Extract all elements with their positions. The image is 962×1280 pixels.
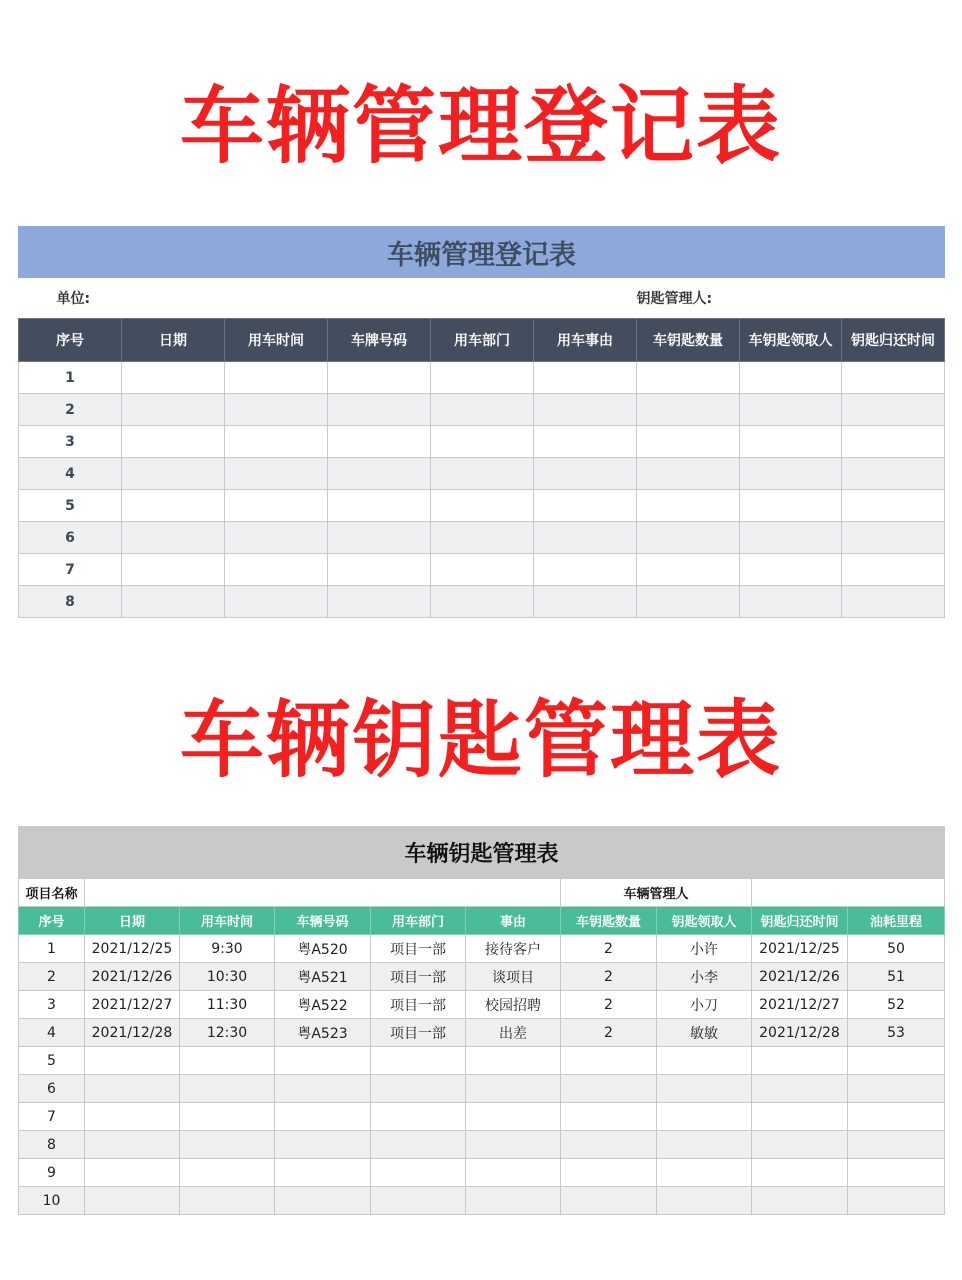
- table-cell[interactable]: [740, 490, 842, 522]
- table-cell[interactable]: 粤A521: [275, 963, 371, 991]
- table-cell[interactable]: 项目一部: [371, 963, 466, 991]
- table-cell[interactable]: 小许: [657, 935, 752, 963]
- table-cell[interactable]: 9:30: [180, 935, 275, 963]
- project-name-label: 项目名称: [19, 879, 85, 907]
- table-cell[interactable]: 53: [848, 1019, 945, 1047]
- table-cell[interactable]: [842, 362, 945, 394]
- table-cell[interactable]: [561, 1075, 657, 1103]
- table-cell[interactable]: 谈项目: [466, 963, 561, 991]
- table-cell[interactable]: [842, 554, 945, 586]
- project-name-value[interactable]: [85, 879, 561, 907]
- table-cell[interactable]: 2021/12/26: [85, 963, 180, 991]
- table-cell[interactable]: [752, 1103, 848, 1131]
- table1-header-row: [19, 319, 945, 362]
- table-cell[interactable]: [842, 458, 945, 490]
- table-cell[interactable]: [431, 522, 534, 554]
- table-cell[interactable]: [752, 1047, 848, 1075]
- table1-header-cell: 序号: [19, 319, 122, 362]
- table-row: [19, 458, 945, 490]
- row-number-cell: 5: [19, 490, 122, 522]
- table-cell[interactable]: [122, 458, 225, 490]
- table-cell[interactable]: 2: [561, 935, 657, 963]
- table-cell[interactable]: [534, 586, 637, 618]
- table-cell[interactable]: [657, 1187, 752, 1215]
- row-number-cell: 3: [19, 426, 122, 458]
- row-number-cell: 7: [19, 1103, 85, 1131]
- table2-header-cell: 日期: [85, 907, 180, 935]
- table-cell[interactable]: [740, 426, 842, 458]
- row-number-cell: 10: [19, 1187, 85, 1215]
- page-title-key-management: 车辆钥匙管理表: [179, 691, 782, 789]
- table-cell[interactable]: [225, 554, 328, 586]
- table-cell[interactable]: [225, 490, 328, 522]
- table-row: [19, 490, 945, 522]
- table2-header-cell: 用车时间: [180, 907, 275, 935]
- table2-header-row: [19, 907, 945, 935]
- table-cell[interactable]: [225, 394, 328, 426]
- table-cell[interactable]: [328, 554, 431, 586]
- table-cell[interactable]: 校园招聘: [466, 991, 561, 1019]
- table-cell[interactable]: [180, 1159, 275, 1187]
- table-cell[interactable]: 10:30: [180, 963, 275, 991]
- table-cell[interactable]: [225, 362, 328, 394]
- row-number-cell: 6: [19, 1075, 85, 1103]
- table-cell[interactable]: [534, 362, 637, 394]
- table-cell[interactable]: [657, 1047, 752, 1075]
- table-cell[interactable]: [534, 394, 637, 426]
- row-number-cell: 4: [19, 458, 122, 490]
- table-cell[interactable]: 敏敏: [657, 1019, 752, 1047]
- table-cell[interactable]: [842, 586, 945, 618]
- table-cell[interactable]: [328, 426, 431, 458]
- table-cell[interactable]: [842, 394, 945, 426]
- table-cell[interactable]: [180, 1047, 275, 1075]
- table-cell[interactable]: [848, 1103, 945, 1131]
- table-cell[interactable]: 项目一部: [371, 991, 466, 1019]
- table-cell[interactable]: 2021/12/28: [752, 1019, 848, 1047]
- page-title-vehicle-registration: 车辆管理登记表: [179, 77, 782, 175]
- table-cell[interactable]: [275, 1187, 371, 1215]
- table-cell[interactable]: 粤A522: [275, 991, 371, 1019]
- table-cell[interactable]: [275, 1131, 371, 1159]
- table-cell[interactable]: 51: [848, 963, 945, 991]
- table-cell[interactable]: [534, 490, 637, 522]
- table-cell[interactable]: [328, 522, 431, 554]
- table-cell[interactable]: [328, 458, 431, 490]
- table-cell[interactable]: [740, 586, 842, 618]
- table-cell[interactable]: 接待客户: [466, 935, 561, 963]
- table-cell[interactable]: [180, 1187, 275, 1215]
- table-cell[interactable]: [740, 522, 842, 554]
- table1-header-cell: 车钥匙领取人: [740, 319, 842, 362]
- unit-label: 单位:: [19, 278, 637, 319]
- table-row: [19, 394, 945, 426]
- row-number-cell: 8: [19, 586, 122, 618]
- table-cell[interactable]: 项目一部: [371, 1019, 466, 1047]
- table1-header-cell: 用车时间: [225, 319, 328, 362]
- table-cell[interactable]: [180, 1103, 275, 1131]
- table-row: [19, 586, 945, 618]
- table-cell[interactable]: [122, 554, 225, 586]
- table-cell[interactable]: [275, 1047, 371, 1075]
- vehicle-registration-table: [18, 226, 945, 618]
- table1-header-cell: 用车事由: [534, 319, 637, 362]
- key-management-table: [18, 826, 945, 1215]
- table-cell[interactable]: [275, 1103, 371, 1131]
- table-cell[interactable]: [328, 394, 431, 426]
- table-cell[interactable]: [431, 554, 534, 586]
- vehicle-manager-value[interactable]: [752, 879, 945, 907]
- key-manager-label: 钥匙管理人:: [637, 278, 945, 319]
- table-cell[interactable]: [752, 1187, 848, 1215]
- table-cell[interactable]: 粤A523: [275, 1019, 371, 1047]
- table-cell[interactable]: [85, 1075, 180, 1103]
- table-cell[interactable]: [657, 1159, 752, 1187]
- table-cell[interactable]: [561, 1159, 657, 1187]
- table-row: [19, 1019, 945, 1047]
- table-cell[interactable]: [848, 1131, 945, 1159]
- table-cell[interactable]: [848, 1075, 945, 1103]
- table-cell[interactable]: 2: [561, 1019, 657, 1047]
- row-number-cell: 7: [19, 554, 122, 586]
- table-cell[interactable]: [752, 1159, 848, 1187]
- table-cell[interactable]: 2: [561, 963, 657, 991]
- table-cell[interactable]: [122, 586, 225, 618]
- table-cell[interactable]: [561, 1047, 657, 1075]
- table-cell[interactable]: [534, 522, 637, 554]
- table-cell[interactable]: [561, 1131, 657, 1159]
- table-cell[interactable]: [328, 490, 431, 522]
- table-row: [19, 963, 945, 991]
- table-row: [19, 1075, 945, 1103]
- table-cell[interactable]: [657, 1075, 752, 1103]
- table-cell[interactable]: [740, 362, 842, 394]
- table-cell[interactable]: 2021/12/28: [85, 1019, 180, 1047]
- table-cell[interactable]: [466, 1187, 561, 1215]
- table-cell[interactable]: [225, 426, 328, 458]
- row-number-cell: 3: [19, 991, 85, 1019]
- table1-header-cell: 车牌号码: [328, 319, 431, 362]
- table2-caption: 车辆钥匙管理表: [19, 827, 945, 879]
- table-cell[interactable]: [466, 1159, 561, 1187]
- table2-header-cell: 车辆号码: [275, 907, 371, 935]
- table-cell[interactable]: [275, 1159, 371, 1187]
- table-cell[interactable]: [85, 1159, 180, 1187]
- table-cell[interactable]: 2021/12/27: [85, 991, 180, 1019]
- table-cell[interactable]: [466, 1131, 561, 1159]
- table-cell[interactable]: [466, 1047, 561, 1075]
- table-cell[interactable]: 出差: [466, 1019, 561, 1047]
- table-cell[interactable]: [842, 490, 945, 522]
- table1-header-cell: 用车部门: [431, 319, 534, 362]
- table-cell[interactable]: [534, 554, 637, 586]
- table-cell[interactable]: [85, 1131, 180, 1159]
- table-cell[interactable]: 项目一部: [371, 935, 466, 963]
- row-number-cell: 5: [19, 1047, 85, 1075]
- table-cell[interactable]: [225, 522, 328, 554]
- table-cell[interactable]: [842, 426, 945, 458]
- table-cell[interactable]: 小李: [657, 963, 752, 991]
- table-cell[interactable]: [848, 1187, 945, 1215]
- table-row: [19, 522, 945, 554]
- table2-header-cell: 油耗里程: [848, 907, 945, 935]
- table-row: [19, 991, 945, 1019]
- row-number-cell: 8: [19, 1131, 85, 1159]
- table-cell[interactable]: [561, 1103, 657, 1131]
- table-cell[interactable]: [561, 1187, 657, 1215]
- row-number-cell: 9: [19, 1159, 85, 1187]
- table-cell[interactable]: 小刀: [657, 991, 752, 1019]
- table-cell[interactable]: [180, 1075, 275, 1103]
- table-cell[interactable]: [431, 394, 534, 426]
- table1-caption: 车辆管理登记表: [19, 227, 945, 278]
- table-cell[interactable]: [122, 490, 225, 522]
- table-cell[interactable]: 2021/12/25: [85, 935, 180, 963]
- table-cell[interactable]: [637, 586, 740, 618]
- table-cell[interactable]: [740, 458, 842, 490]
- table-cell[interactable]: [371, 1159, 466, 1187]
- table2-header-cell: 车钥匙数量: [561, 907, 657, 935]
- table-row: [19, 1103, 945, 1131]
- table-cell[interactable]: [371, 1103, 466, 1131]
- table-cell[interactable]: 2021/12/25: [752, 935, 848, 963]
- table-cell[interactable]: [637, 554, 740, 586]
- table-cell[interactable]: [371, 1187, 466, 1215]
- table-cell[interactable]: [225, 458, 328, 490]
- table-cell[interactable]: [122, 522, 225, 554]
- table-cell[interactable]: 2021/12/26: [752, 963, 848, 991]
- table-cell[interactable]: [752, 1075, 848, 1103]
- table-cell[interactable]: [848, 1047, 945, 1075]
- table-cell[interactable]: [431, 490, 534, 522]
- table-cell[interactable]: [657, 1131, 752, 1159]
- table-cell[interactable]: 粤A520: [275, 935, 371, 963]
- row-number-cell: 1: [19, 362, 122, 394]
- row-number-cell: 2: [19, 394, 122, 426]
- table-cell[interactable]: [85, 1103, 180, 1131]
- table-cell[interactable]: 11:30: [180, 991, 275, 1019]
- table-cell[interactable]: [85, 1187, 180, 1215]
- table2-header-cell: 用车部门: [371, 907, 466, 935]
- table2-header-cell: 钥匙领取人: [657, 907, 752, 935]
- table2-header-cell: 钥匙归还时间: [752, 907, 848, 935]
- table-row: [19, 1047, 945, 1075]
- table-row: [19, 1131, 945, 1159]
- table-cell[interactable]: [534, 426, 637, 458]
- table-cell[interactable]: [431, 362, 534, 394]
- table-cell[interactable]: [848, 1159, 945, 1187]
- table-cell[interactable]: 52: [848, 991, 945, 1019]
- table-cell[interactable]: [842, 522, 945, 554]
- table-cell[interactable]: [740, 394, 842, 426]
- table-row: [19, 554, 945, 586]
- row-number-cell: 2: [19, 963, 85, 991]
- table2-header-cell: 序号: [19, 907, 85, 935]
- table-cell[interactable]: [225, 586, 328, 618]
- table-cell[interactable]: [431, 586, 534, 618]
- table-cell[interactable]: [740, 554, 842, 586]
- table-row: [19, 1159, 945, 1187]
- table-cell[interactable]: 2: [561, 991, 657, 1019]
- table-cell[interactable]: [328, 362, 431, 394]
- table-cell[interactable]: [180, 1131, 275, 1159]
- table-cell[interactable]: [371, 1075, 466, 1103]
- table-cell[interactable]: [275, 1075, 371, 1103]
- table-cell[interactable]: [466, 1075, 561, 1103]
- table2-header-cell: 事由: [466, 907, 561, 935]
- row-number-cell: 6: [19, 522, 122, 554]
- table-cell[interactable]: [371, 1131, 466, 1159]
- table-cell[interactable]: [637, 426, 740, 458]
- table-cell[interactable]: 50: [848, 935, 945, 963]
- table-cell[interactable]: [431, 458, 534, 490]
- table-cell[interactable]: [122, 362, 225, 394]
- table1-header-cell: 钥匙归还时间: [842, 319, 945, 362]
- table-row: [19, 935, 945, 963]
- table-cell[interactable]: [637, 522, 740, 554]
- vehicle-manager-label: 车辆管理人: [561, 879, 752, 907]
- table-cell[interactable]: [657, 1103, 752, 1131]
- table-cell[interactable]: [466, 1103, 561, 1131]
- table-cell[interactable]: [637, 362, 740, 394]
- table-cell[interactable]: [122, 426, 225, 458]
- row-number-cell: 4: [19, 1019, 85, 1047]
- table-row: [19, 362, 945, 394]
- table-cell[interactable]: [637, 394, 740, 426]
- table-row: [19, 426, 945, 458]
- table1-header-cell: 车钥匙数量: [637, 319, 740, 362]
- table-cell[interactable]: [752, 1131, 848, 1159]
- table-cell[interactable]: 2021/12/27: [752, 991, 848, 1019]
- table-cell[interactable]: [637, 490, 740, 522]
- row-number-cell: 1: [19, 935, 85, 963]
- table1-header-cell: 日期: [122, 319, 225, 362]
- table-cell[interactable]: [328, 586, 431, 618]
- table-cell[interactable]: [371, 1047, 466, 1075]
- table-cell[interactable]: [85, 1047, 180, 1075]
- table-cell[interactable]: [637, 458, 740, 490]
- table-cell[interactable]: [122, 394, 225, 426]
- table-cell[interactable]: 12:30: [180, 1019, 275, 1047]
- table-cell[interactable]: [431, 426, 534, 458]
- table-cell[interactable]: [534, 458, 637, 490]
- table-row: [19, 1187, 945, 1215]
